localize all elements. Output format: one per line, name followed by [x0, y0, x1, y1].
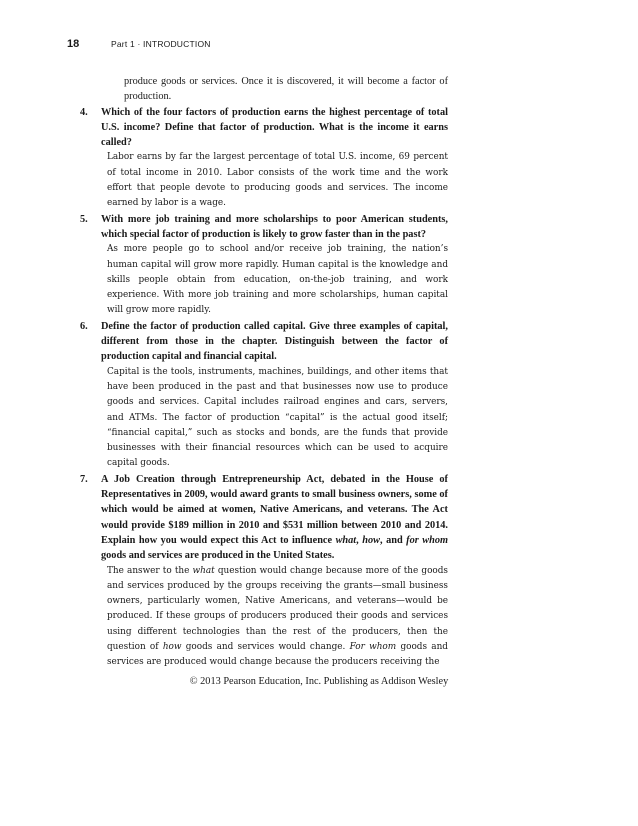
question-item-5 [80, 212, 448, 319]
question-text-part: goods and services are produced in the United States. [101, 550, 335, 562]
question-number: 7. [80, 473, 88, 485]
question-item-6 [80, 319, 448, 472]
answer-text-part: The answer to the [107, 565, 193, 576]
answer-text: As more people go to school and/or receive job training, the nation’s human capital will grow more rapidly. Human capital is the knowledge and skills people obtain from education, on-the-job training, and work experience. With more job training and more scholarships, human capital will grow more rapidly. [107, 244, 448, 316]
emphasis-what: what [335, 534, 357, 546]
separator: , and [380, 534, 407, 546]
answer-text-part: question would change because more of the goods and services produced by the groups receiving the grants—small business owners, particularly women, Native Americans, and veterans—would be produced. If these groups of producers produced their goods and services using different technologies than the rest of the producers, then the question of [107, 565, 448, 652]
intro-paragraph: produce goods or services. Once it is discovered, it will become a factor of production. [124, 76, 448, 103]
copyright-footer: © 2013 Pearson Education, Inc. Publishing as Addison Wesley [189, 676, 449, 687]
running-head: Part 1 · INTRODUCTION [111, 39, 211, 49]
answer-text-part: goods and services are produced would change because the producers receiving the [107, 641, 448, 668]
emphasis-how: how [362, 534, 380, 546]
emphasis-for-whom: For whom [349, 641, 397, 652]
page-number: 18 [67, 38, 80, 50]
question-item-7 [80, 472, 448, 671]
emphasis-what: what [192, 565, 215, 576]
answer-text: Capital is the tools, instruments, machines, buildings, and other items that have been produced in the past and that businesses now use to produce goods and services. Capital includes railroad engines and cars, servers, and ATMs. The factor of production “capital” is the actual good itself; “financial capital,” such as stocks and bonds, are the funds that provide businesses with their financial resources which can be used to acquire capital goods. [107, 366, 448, 469]
question-number: 4. [80, 106, 88, 118]
question-number: 6. [80, 320, 88, 332]
question-text-part: A Job Creation through Entrepreneurship Act, debated in the House of Representatives in 2009, would award grants to small business owners, some of which would be aimed at women, Native Americans, and veterans. The Act would provide $189 million in 2010 and $531 million between 2010 and 2014. Explain how you would expect this Act to influence [101, 473, 448, 546]
answer-text: Labor earns by far the largest percentage of total U.S. income, 69 percent of total income in 2010. Labor consists of the work time and the work effort that people devote to producing goods and services. The income earned by labor is a wage. [107, 152, 448, 209]
answer-text [101, 564, 448, 671]
answer-text-part: goods and services would change. [181, 641, 350, 652]
question-number: 5. [80, 213, 88, 225]
emphasis-for-whom: for whom [406, 534, 449, 546]
question-item-4 [80, 105, 448, 212]
question-text: With more job training and more scholarships to poor American students, which special factor of production is likely to grow faster than in the past? [101, 213, 448, 240]
page-content [80, 74, 448, 671]
emphasis-how: how [162, 641, 182, 652]
question-text [101, 472, 448, 564]
page-header [67, 38, 587, 54]
question-text: Define the factor of production called capital. Give three examples of capital, different from those in the chapter. Distinguish between the factor of production capital and financial capital. [101, 320, 448, 363]
question-text: Which of the four factors of production earns the highest percentage of total U.S. income? Define that factor of production. What is the income it earns called? [101, 106, 448, 149]
separator: , [356, 534, 363, 546]
